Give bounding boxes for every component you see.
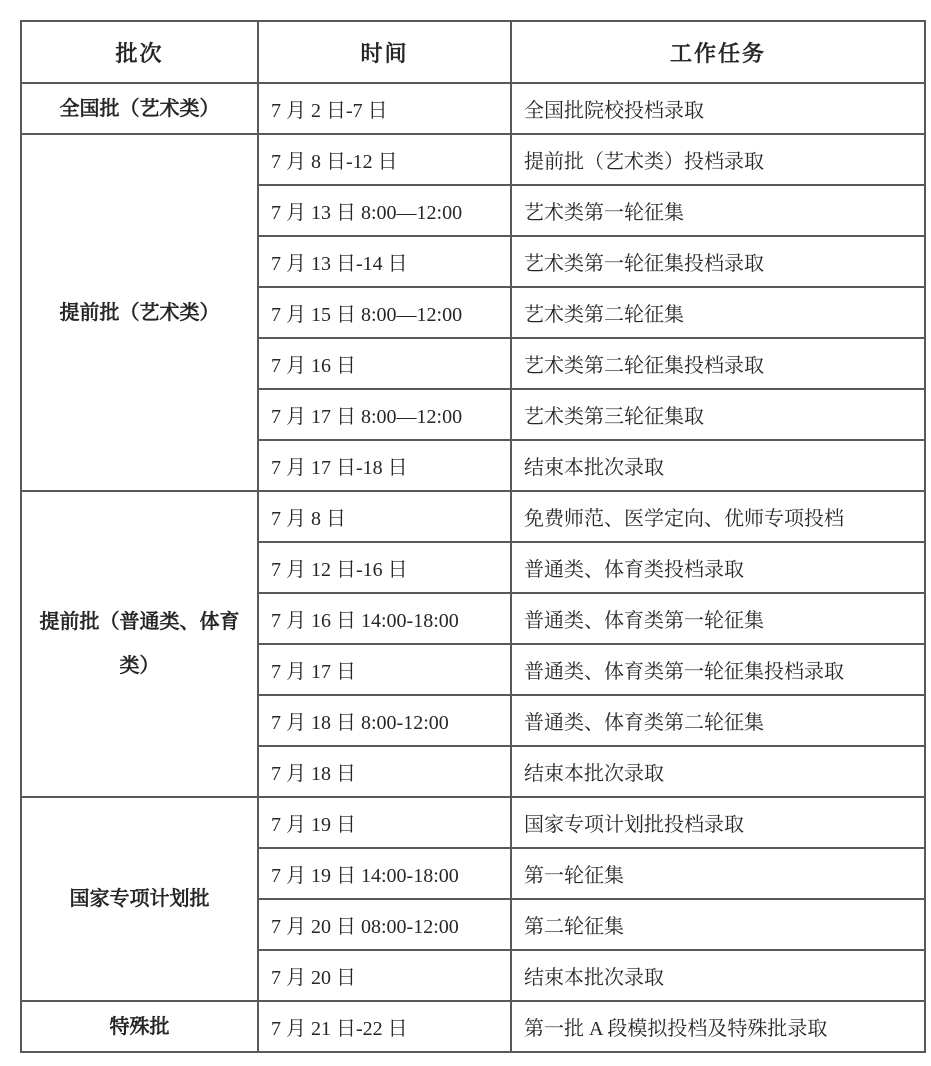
time-cell: 7 月 17 日 [258, 644, 511, 695]
time-cell: 7 月 15 日 8:00—12:00 [258, 287, 511, 338]
time-cell: 7 月 13 日 8:00—12:00 [258, 185, 511, 236]
table-row [21, 1001, 925, 1052]
task-cell: 艺术类第一轮征集 [511, 185, 925, 236]
task-cell: 结束本批次录取 [511, 440, 925, 491]
task-cell: 国家专项计划批投档录取 [511, 797, 925, 848]
task-cell: 第一批 A 段模拟投档及特殊批录取 [511, 1001, 925, 1052]
batch-cell: 特殊批 [21, 1001, 258, 1052]
batch-cell: 提前批（艺术类） [21, 134, 258, 491]
time-cell: 7 月 8 日 [258, 491, 511, 542]
task-cell: 艺术类第二轮征集投档录取 [511, 338, 925, 389]
task-cell: 普通类、体育类第二轮征集 [511, 695, 925, 746]
time-cell: 7 月 8 日-12 日 [258, 134, 511, 185]
time-cell: 7 月 16 日 14:00-18:00 [258, 593, 511, 644]
batch-cell: 提前批（普通类、体育类） [21, 491, 258, 797]
time-cell: 7 月 17 日-18 日 [258, 440, 511, 491]
task-cell: 第二轮征集 [511, 899, 925, 950]
table-row [21, 491, 925, 542]
time-cell: 7 月 13 日-14 日 [258, 236, 511, 287]
time-cell: 7 月 12 日-16 日 [258, 542, 511, 593]
task-cell: 艺术类第三轮征集取 [511, 389, 925, 440]
time-cell: 7 月 19 日 14:00-18:00 [258, 848, 511, 899]
task-cell: 艺术类第一轮征集投档录取 [511, 236, 925, 287]
column-header: 时间 [258, 21, 511, 83]
batch-cell: 国家专项计划批 [21, 797, 258, 1001]
time-cell: 7 月 16 日 [258, 338, 511, 389]
task-cell: 提前批（艺术类）投档录取 [511, 134, 925, 185]
table-body [21, 83, 925, 1052]
task-cell: 第一轮征集 [511, 848, 925, 899]
task-cell: 普通类、体育类第一轮征集投档录取 [511, 644, 925, 695]
task-cell: 结束本批次录取 [511, 950, 925, 1001]
time-cell: 7 月 18 日 [258, 746, 511, 797]
table-row [21, 134, 925, 185]
task-cell: 普通类、体育类投档录取 [511, 542, 925, 593]
time-cell: 7 月 19 日 [258, 797, 511, 848]
time-cell: 7 月 17 日 8:00—12:00 [258, 389, 511, 440]
admission-schedule-table [20, 20, 926, 1053]
batch-cell: 全国批（艺术类） [21, 83, 258, 134]
time-cell: 7 月 2 日-7 日 [258, 83, 511, 134]
task-cell: 免费师范、医学定向、优师专项投档 [511, 491, 925, 542]
table-head [21, 21, 925, 83]
task-cell: 全国批院校投档录取 [511, 83, 925, 134]
table-header-row [21, 21, 925, 83]
task-cell: 艺术类第二轮征集 [511, 287, 925, 338]
time-cell: 7 月 20 日 [258, 950, 511, 1001]
task-cell: 普通类、体育类第一轮征集 [511, 593, 925, 644]
column-header: 工作任务 [511, 21, 925, 83]
time-cell: 7 月 21 日-22 日 [258, 1001, 511, 1052]
time-cell: 7 月 20 日 08:00-12:00 [258, 899, 511, 950]
column-header: 批次 [21, 21, 258, 83]
schedule-table-container [20, 20, 926, 1053]
table-row [21, 797, 925, 848]
task-cell: 结束本批次录取 [511, 746, 925, 797]
table-row [21, 83, 925, 134]
time-cell: 7 月 18 日 8:00-12:00 [258, 695, 511, 746]
